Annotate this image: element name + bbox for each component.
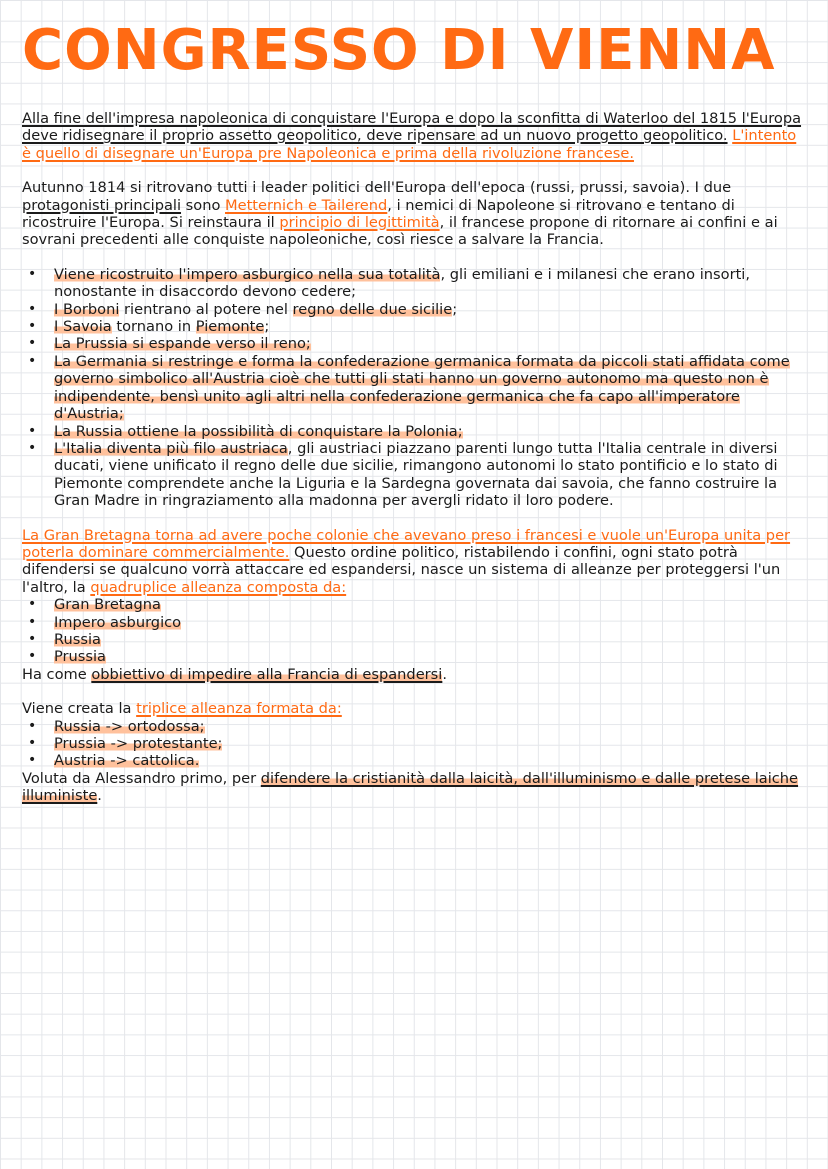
list-item [22, 353, 806, 423]
objective-text: Ha come [22, 665, 87, 683]
highlight-germania: La Germania si restringe e forma la confederazione germanica formata da piccoli stati affidata come governo simbolico all'Austria cioè che tutti gli stati hanno un governo autonomo ma questo non è indipendente, bensì unito agli altri nella confederazione germanica che fa capo all'imperatore d'Austria; [54, 352, 790, 423]
list-item-text: rientrano al potere nel [124, 300, 288, 318]
leaders-text: Autunno 1814 si ritrovano tutti i leader politici dell'Europa dell'epoca (russi, prussi, savoia). I due [22, 179, 732, 197]
alessandro-text: Voluta da Alessandro primo, per [22, 769, 257, 787]
list-item-text: Gran Bretagna [54, 596, 161, 614]
leaders-protagonists: protagonisti principali [22, 196, 182, 214]
list-item-text: , gli austriaci piazzano parenti lungo tutta l'Italia centrale in diversi ducati, viene unificato il regno delle due sicilie, rimangono autonomi lo stato pontificio e lo stato di Piemonte comprendete anche la Liguria e la Sardegna governata dai savoia, che fanno costruire la Gran Madre in ringraziamento alla madonna per avergli ridato il loro podere. [54, 439, 778, 510]
list-item-text: Russia [54, 630, 101, 648]
list-item-text: ; [452, 300, 458, 318]
leaders-are: sono [185, 196, 221, 214]
britain-order: Questo ordine politico, ristabilendo i confini, ogni stato potrà difendersi se qualcuno vorrà attaccare ed espandersi, nasce un sistema di alleanze per proteggersi l'un l'altro, la [22, 543, 781, 596]
list-item-text: ; [264, 318, 270, 336]
list-item [22, 631, 806, 648]
quadruplice-list [22, 596, 806, 666]
highlight-asburgico: Viene ricostruito l'impero asburgico nella sua totalità [54, 265, 441, 283]
highlight-italia: L'Italia diventa più filo austriaca [54, 439, 288, 457]
list-item [22, 718, 806, 735]
list-item [22, 423, 806, 440]
list-item-text: Prussia [54, 648, 106, 666]
leaders-text-3: , il francese propone di ritornare ai confini e ai sovrani precedenti alle conquiste napoleoniche, così riesce a salvare la Francia. [22, 214, 778, 249]
leaders-names: Metternich e Tailerend [225, 196, 388, 214]
highlight-borboni: I Borboni [54, 300, 120, 318]
list-item [22, 752, 806, 769]
alessandro-end: . [97, 787, 102, 805]
list-item-text: Austria -> cattolica. [54, 752, 200, 770]
list-item [22, 735, 806, 752]
note-page [22, 18, 806, 822]
triplice-heading: triplice alleanza formata da: [136, 700, 342, 718]
list-item-text: Impero asburgico [54, 613, 182, 631]
intro-text: Alla fine dell'impresa napoleonica di conquistare l'Europa e dopo la sconfitta di Waterloo del 1815 l'Europa deve ridisegnare il proprio assetto geopolitico, deve ripensare ad un nuovo progetto geopolitico. [22, 110, 802, 145]
paragraph-leaders [22, 179, 806, 249]
paragraph-alessandro [22, 770, 806, 805]
list-item [22, 318, 806, 335]
list-item [22, 266, 806, 301]
leaders-text-2: , i nemici di Napoleone si ritrovano e tentano di ricostruire l'Europa. Si reinstaura il [22, 196, 735, 232]
britain-text: La Gran Bretagna torna ad avere poche colonie che avevano preso i francesi e vuole un'Europa unita per poterla dominare commercialmente. [22, 526, 791, 561]
intro-intent: L'intento è quello di disegnare un'Europa pre Napoleonica e prima della rivoluzione francese. [22, 127, 797, 162]
list-item-text: Prussia -> protestante; [54, 735, 223, 752]
triplice-list [22, 718, 806, 770]
paragraph-intro [22, 110, 806, 162]
list-item [22, 440, 806, 510]
list-item-text: , gli emiliani e i milanesi che erano insorti, nonostante in disaccordo devono cedere; [54, 265, 751, 301]
highlight-piemonte: Piemonte [195, 318, 265, 336]
list-item [22, 301, 806, 318]
list-item [22, 648, 806, 665]
highlight-savoia: I Savoia [54, 318, 112, 336]
list-item-text: tornano in [116, 318, 192, 336]
objective-highlight: obbiettivo di impedire alla Francia di espandersi [91, 665, 443, 683]
outcomes-list [22, 266, 806, 510]
paragraph-objective [22, 666, 806, 683]
highlight-russia: La Russia ottiene la possibilità di conquistare la Polonia; [54, 422, 463, 440]
triplice-text: Viene creata la [22, 700, 132, 718]
list-item [22, 596, 806, 613]
list-item [22, 614, 806, 631]
highlight-prussia: La Prussia si espande verso il reno; [54, 335, 311, 353]
alessandro-highlight: difendere la cristianità dalla laicità, dall'illuminismo e dalle pretese laiche illuministe [22, 769, 799, 805]
objective-end: . [442, 665, 447, 683]
quadruplice-heading: quadruplice alleanza composta da: [90, 578, 347, 596]
list-item-text: Russia -> ortodossa; [54, 717, 205, 735]
paragraph-triplice [22, 700, 806, 717]
highlight-due-sicilie: regno delle due sicilie [292, 300, 453, 318]
list-item [22, 335, 806, 352]
paragraph-britain [22, 527, 806, 597]
page-title: CONGRESSO DI VIENNA [22, 18, 776, 83]
principle-legitimacy: principio di legittimità [279, 214, 440, 232]
